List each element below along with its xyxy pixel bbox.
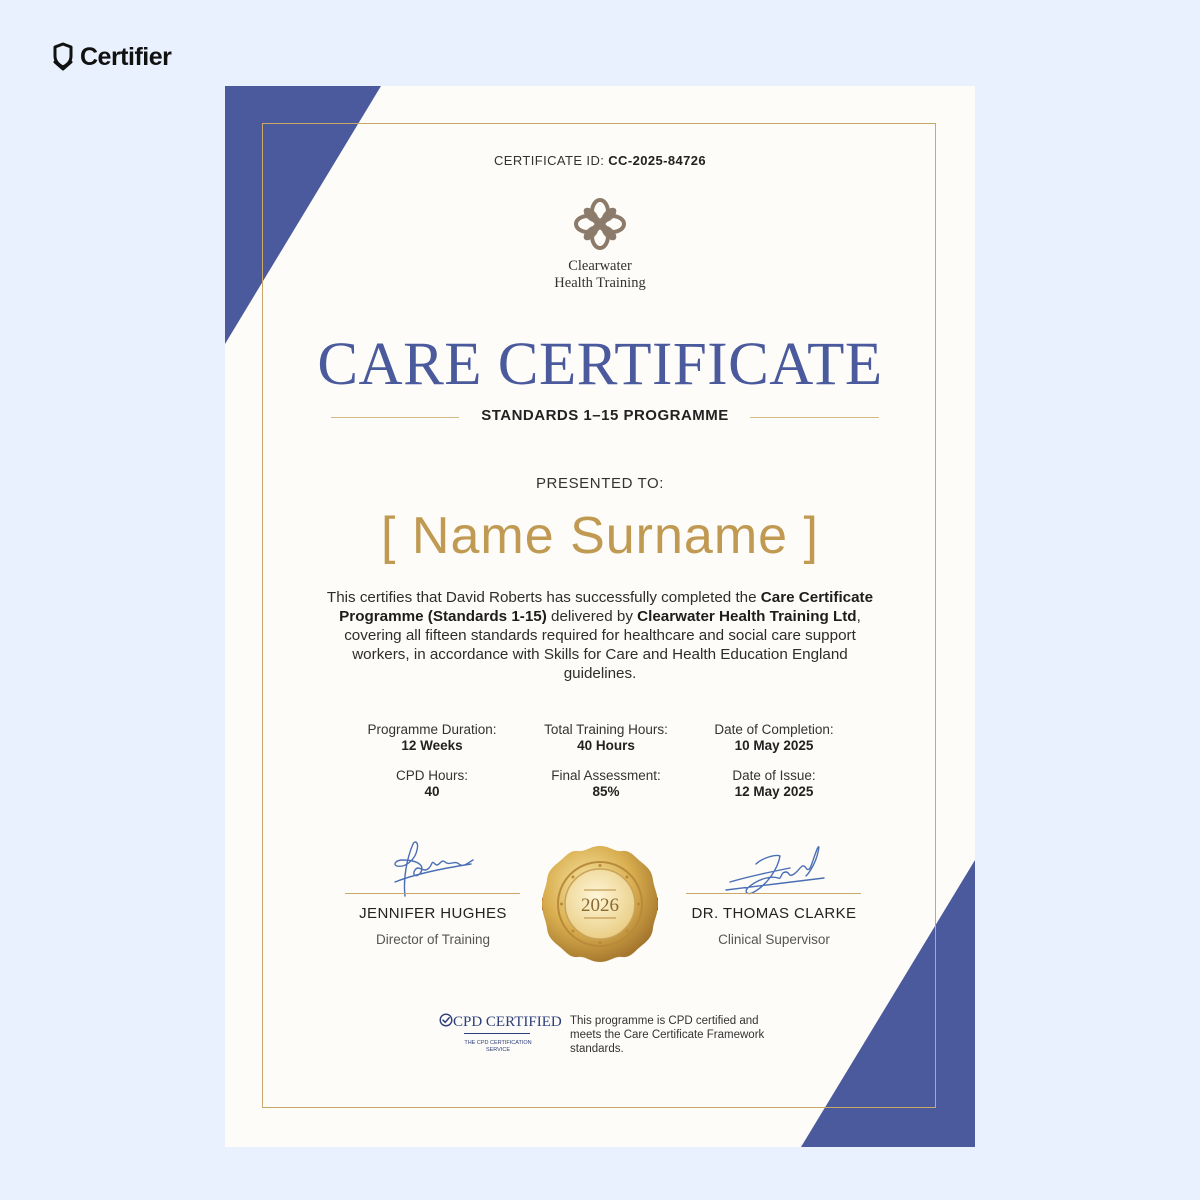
subtitle-row	[331, 407, 879, 427]
presented-to-label: PRESENTED TO:	[535, 475, 665, 492]
cpd-check-icon	[439, 1013, 453, 1027]
organization-logo	[225, 196, 975, 257]
detail-label: Programme Duration:	[367, 722, 497, 737]
organization-name-line2: Health Training	[554, 275, 646, 291]
organization-name-line1: Clearwater	[568, 258, 632, 274]
detail-date-of-completion	[684, 722, 864, 754]
subtitle-divider-right	[750, 417, 879, 418]
detail-label: CPD Hours:	[395, 768, 468, 783]
certifier-brand	[52, 42, 171, 72]
brand-name: Certifier	[80, 42, 172, 71]
detail-final-assessment	[516, 768, 696, 800]
description-provider: Clearwater Health Training Ltd	[637, 608, 857, 625]
certificate-id-label: CERTIFICATE ID:	[494, 153, 605, 168]
cpd-badge-title	[439, 1013, 562, 1031]
lotus-logo-icon	[572, 196, 628, 252]
detail-date-of-issue	[684, 768, 864, 800]
gold-seal-icon	[539, 843, 661, 965]
description-part1: This certifies that David Roberts has successfully completed the	[326, 589, 761, 606]
signatory-role-left: Director of Training	[375, 932, 491, 947]
detail-label: Final Assessment:	[551, 768, 661, 783]
cpd-description: This programme is CPD certified and meets the Care Certificate Framework standards.	[570, 1015, 765, 1055]
detail-value: 12 May 2025	[734, 784, 814, 799]
certificate-id	[225, 153, 975, 168]
detail-value: 40	[424, 784, 440, 799]
recipient-name: [ Name Surname ]	[381, 507, 819, 565]
detail-value: 12 Weeks	[401, 738, 463, 753]
detail-label: Total Training Hours:	[544, 722, 668, 737]
certificate-description	[315, 588, 885, 683]
certifier-logo-icon	[52, 42, 74, 72]
detail-label: Date of Completion:	[714, 722, 834, 737]
signature-line-right	[686, 893, 861, 894]
detail-total-training-hours	[516, 722, 696, 754]
certificate-id-value: CC-2025-84726	[608, 153, 706, 168]
cpd-badge-subtitle: THE CPD CERTIFICATION SERVICE	[464, 1040, 532, 1053]
signature-line-left	[345, 893, 520, 894]
detail-value: 10 May 2025	[734, 738, 814, 753]
description-part2: delivered by	[546, 608, 638, 625]
signature-thomas	[720, 842, 825, 898]
detail-label: Date of Issue:	[732, 768, 816, 783]
signatory-name-right: DR. THOMAS CLARKE	[691, 905, 857, 922]
detail-value: 40 Hours	[577, 738, 635, 753]
seal-year: 2026	[581, 895, 619, 916]
detail-cpd-hours	[342, 768, 522, 800]
certificate-paper	[225, 86, 975, 1147]
signatory-role-right: Clinical Supervisor	[718, 932, 830, 947]
description-programme: Care Certificate Programme (Standards 1-15)	[339, 589, 874, 625]
cpd-badge-title-text: CPD CERTIFIED	[453, 1014, 562, 1030]
description-part3: , covering all fifteen standards required for healthcare and social care support workers, in accordance with Skills for Care and Health Education England guidelines.	[344, 608, 861, 682]
signatory-name-left: JENNIFER HUGHES	[359, 905, 507, 922]
organization-name	[225, 258, 975, 292]
certificate-subtitle: STANDARDS 1–15 PROGRAMME	[481, 407, 729, 424]
signature-jennifer	[385, 838, 475, 900]
cpd-badge-divider	[464, 1033, 530, 1034]
detail-programme-duration	[342, 722, 522, 754]
certificate-title: CARE CERTIFICATE	[317, 331, 883, 398]
detail-value: 85%	[592, 784, 620, 799]
